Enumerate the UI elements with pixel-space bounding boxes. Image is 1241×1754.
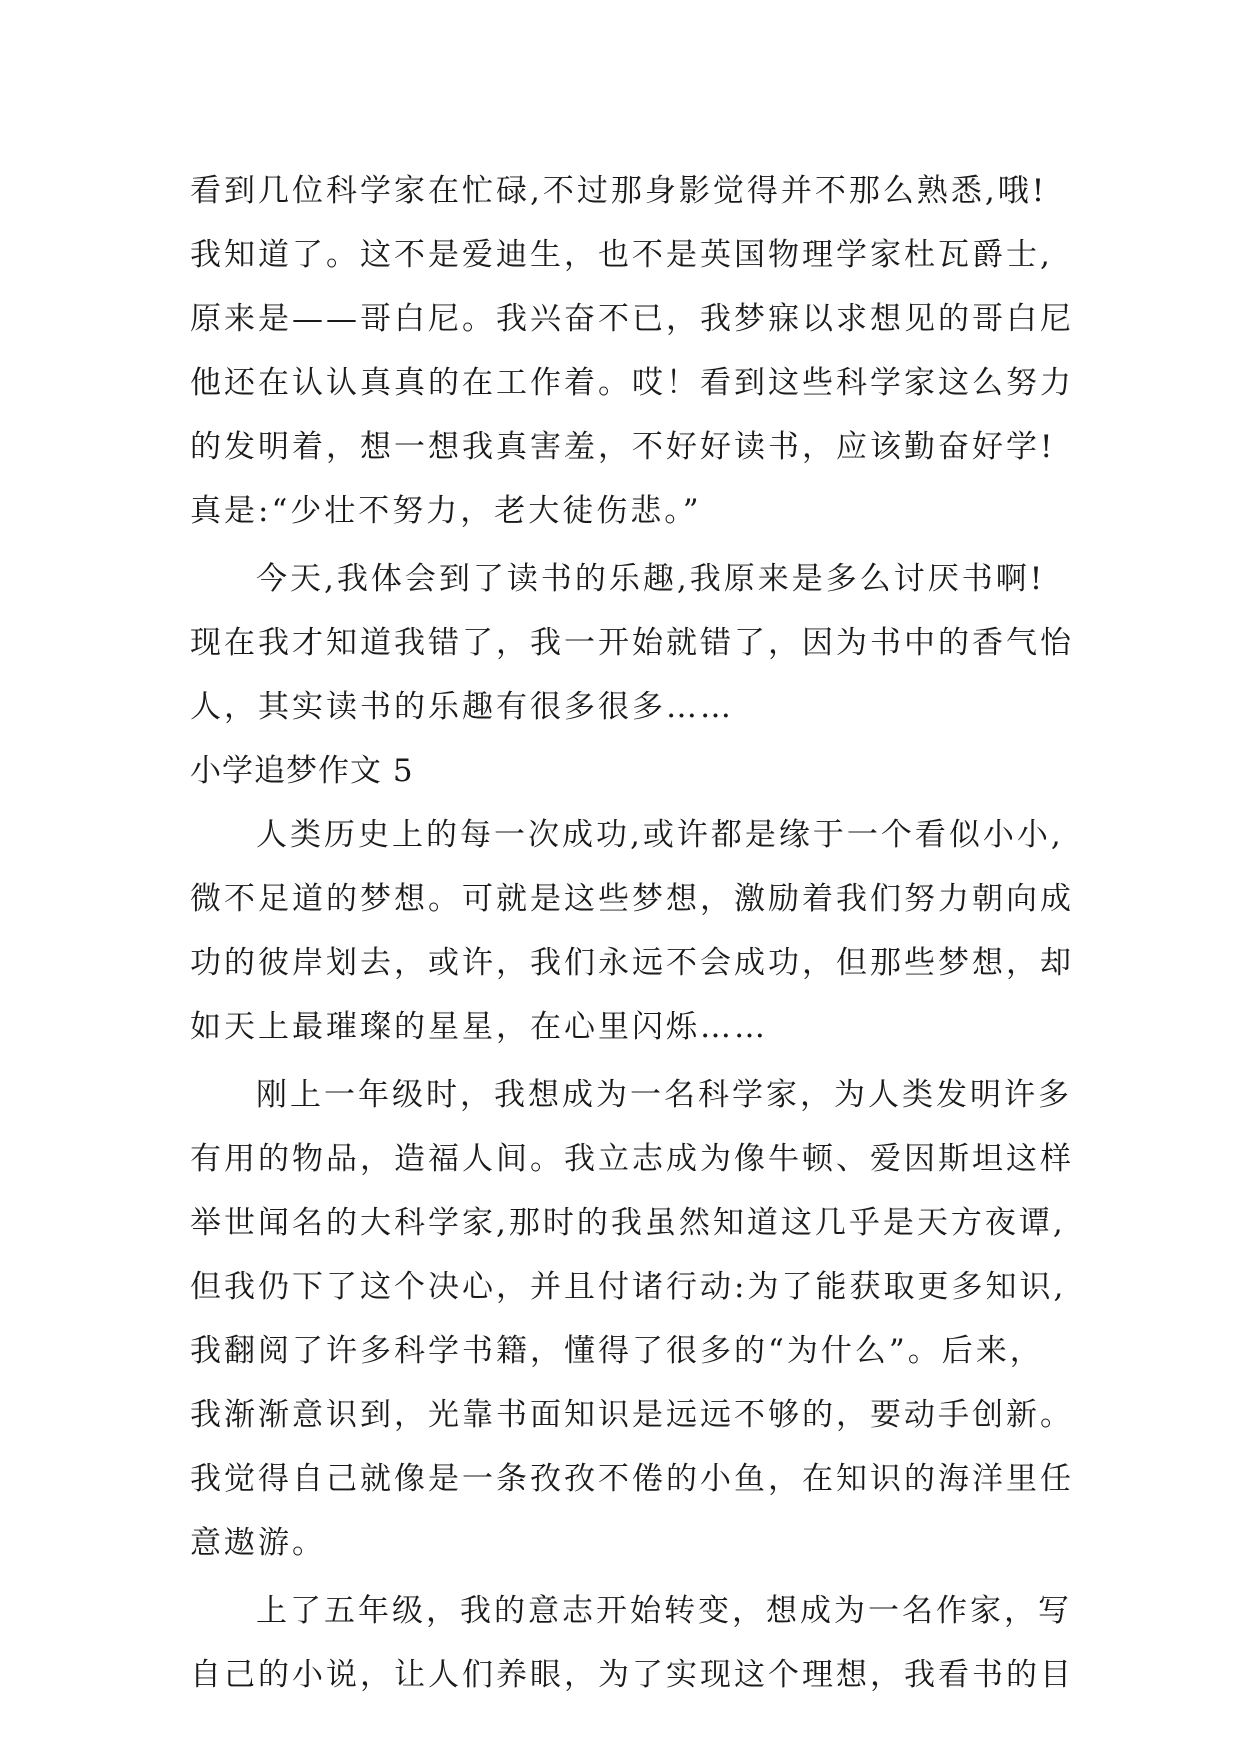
text-line: 我觉得自己就像是一条孜孜不倦的小鱼，在知识的海洋里任 — [190, 1461, 1074, 1497]
text-line: 如天上最璀璨的星星，在心里闪烁…… — [190, 1009, 768, 1045]
text-line: 我渐渐意识到，光靠书面知识是远远不够的，要动手创新。 — [190, 1397, 1074, 1433]
text-line: 但我仍下了这个决心，并且付诸行动:为了能获取更多知识, — [190, 1269, 1067, 1305]
text-line: 真是:“少壮不努力，老大徒伤悲。” — [190, 493, 702, 529]
text-line: 看到几位科学家在忙碌,不过那身影觉得并不那么熟悉,哦! — [190, 173, 1048, 209]
text-line: 的发明着，想一想我真害羞，不好好读书，应该勤奋好学! — [190, 429, 1056, 465]
text-line: 自己的小说，让人们养眼，为了实现这个理想，我看书的目 — [190, 1657, 1074, 1693]
paragraph-start-line: 人类历史上的每一次成功,或许都是缘于一个看似小小, — [256, 817, 1064, 853]
paragraph-start-line: 今天,我体会到了读书的乐趣,我原来是多么讨厌书啊! — [256, 561, 1046, 597]
section-heading: 小学追梦作文 5 — [190, 753, 414, 789]
text-line: 举世闻名的大科学家,那时的我虽然知道这几乎是天方夜谭, — [190, 1205, 1066, 1241]
text-line: 我翻阅了许多科学书籍，懂得了很多的“为什么”。后来， — [190, 1333, 1044, 1369]
paragraph-start-line: 刚上一年级时，我想成为一名科学家，为人类发明许多 — [256, 1077, 1072, 1113]
paragraph-start-line: 上了五年级，我的意志开始转变，想成为一名作家，写 — [256, 1593, 1072, 1629]
text-line: 现在我才知道我错了，我一开始就错了，因为书中的香气怡 — [190, 625, 1074, 661]
text-line: 功的彼岸划去，或许，我们永远不会成功，但那些梦想，却 — [190, 945, 1074, 981]
text-line: 意遨游。 — [190, 1525, 326, 1561]
text-line: 人，其实读书的乐趣有很多很多…… — [190, 689, 734, 725]
document-body — [190, 159, 1074, 1707]
text-line: 有用的物品，造福人间。我立志成为像牛顿、爱因斯坦这样 — [190, 1141, 1074, 1177]
text-line: 我知道了。这不是爱迪生，也不是英国物理学家杜瓦爵士, — [190, 237, 1053, 273]
text-line: 微不足道的梦想。可就是这些梦想，激励着我们努力朝向成 — [190, 881, 1074, 917]
text-line: 他还在认认真真的在工作着。哎！看到这些科学家这么努力 — [190, 365, 1074, 401]
text-line: 原来是——哥白尼。我兴奋不已，我梦寐以求想见的哥白尼 — [190, 301, 1074, 337]
